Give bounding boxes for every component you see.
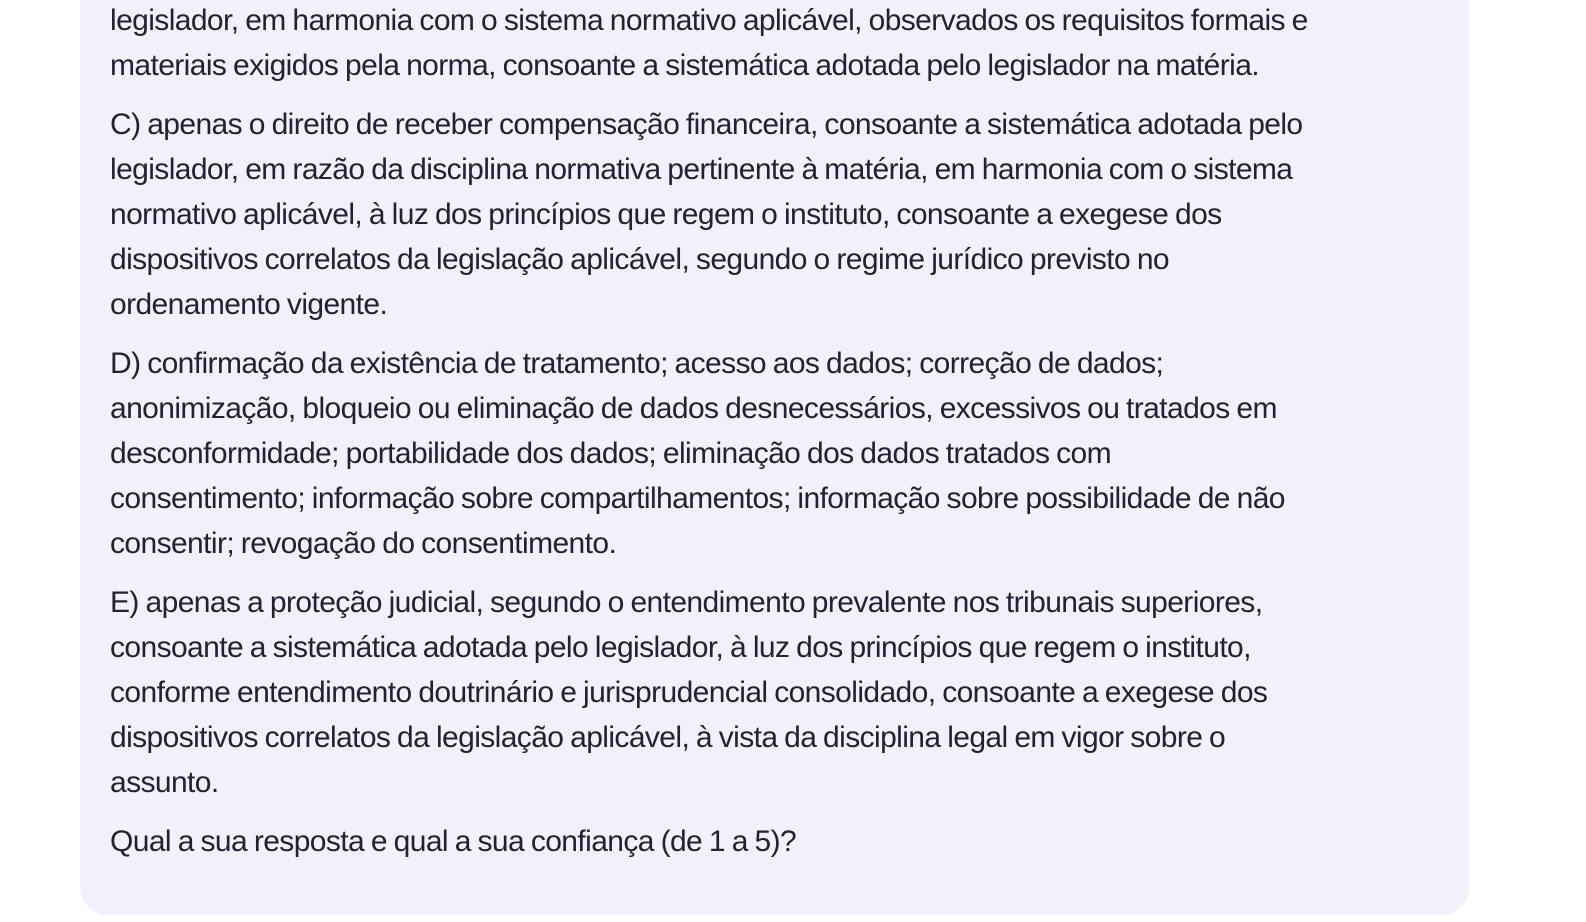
text-line: legislador, em razão da disciplina normativa pertinente à matéria, em harmonia com o sistema bbox=[110, 153, 1293, 186]
text-line: normativo aplicável, à luz dos princípios que regem o instituto, consoante a exegese dos bbox=[110, 198, 1222, 231]
question-text: Qual a sua resposta e qual a sua confiança (de 1 a 5)? bbox=[110, 825, 797, 858]
text-line: C) apenas o direito de receber compensação financeira, consoante a sistemática adotada pelo bbox=[110, 108, 1303, 141]
text-line: assunto. bbox=[110, 766, 219, 799]
text-line: consoante a sistemática adotada pelo legislador, à luz dos princípios que regem o instituto, bbox=[110, 631, 1251, 664]
text-line: ordenamento vigente. bbox=[110, 288, 388, 321]
text-line: dispositivos correlatos da legislação aplicável, à vista da disciplina legal em vigor sobre o bbox=[110, 721, 1226, 754]
option-b-continuation bbox=[110, 0, 1429, 88]
text-line: D) confirmação da existência de tratamento; acesso aos dados; correção de dados; bbox=[110, 347, 1164, 380]
text-line: desconformidade; portabilidade dos dados; eliminação dos dados tratados com bbox=[110, 437, 1111, 470]
user-message-bubble bbox=[80, 0, 1469, 915]
option-d bbox=[110, 341, 1429, 566]
text-line: dispositivos correlatos da legislação aplicável, segundo o regime jurídico previsto no bbox=[110, 243, 1170, 276]
option-e bbox=[110, 580, 1429, 805]
option-c bbox=[110, 102, 1429, 327]
text-line: materiais exigidos pela norma, consoante a sistemática adotada pelo legislador na matéria. bbox=[110, 49, 1260, 82]
text-line: conforme entendimento doutrinário e jurisprudencial consolidado, consoante a exegese dos bbox=[110, 676, 1268, 709]
text-line: anonimização, bloqueio ou eliminação de dados desnecessários, excessivos ou tratados em bbox=[110, 392, 1277, 425]
text-line: consentir; revogação do consentimento. bbox=[110, 527, 617, 560]
text-line: E) apenas a proteção judicial, segundo o entendimento prevalente nos tribunais superiores, bbox=[110, 586, 1263, 619]
text-line: legislador, em harmonia com o sistema normativo aplicável, observados os requisitos formais e bbox=[110, 4, 1308, 37]
question-prompt bbox=[110, 819, 1429, 864]
text-line: consentimento; informação sobre compartilhamentos; informação sobre possibilidade de não bbox=[110, 482, 1285, 515]
